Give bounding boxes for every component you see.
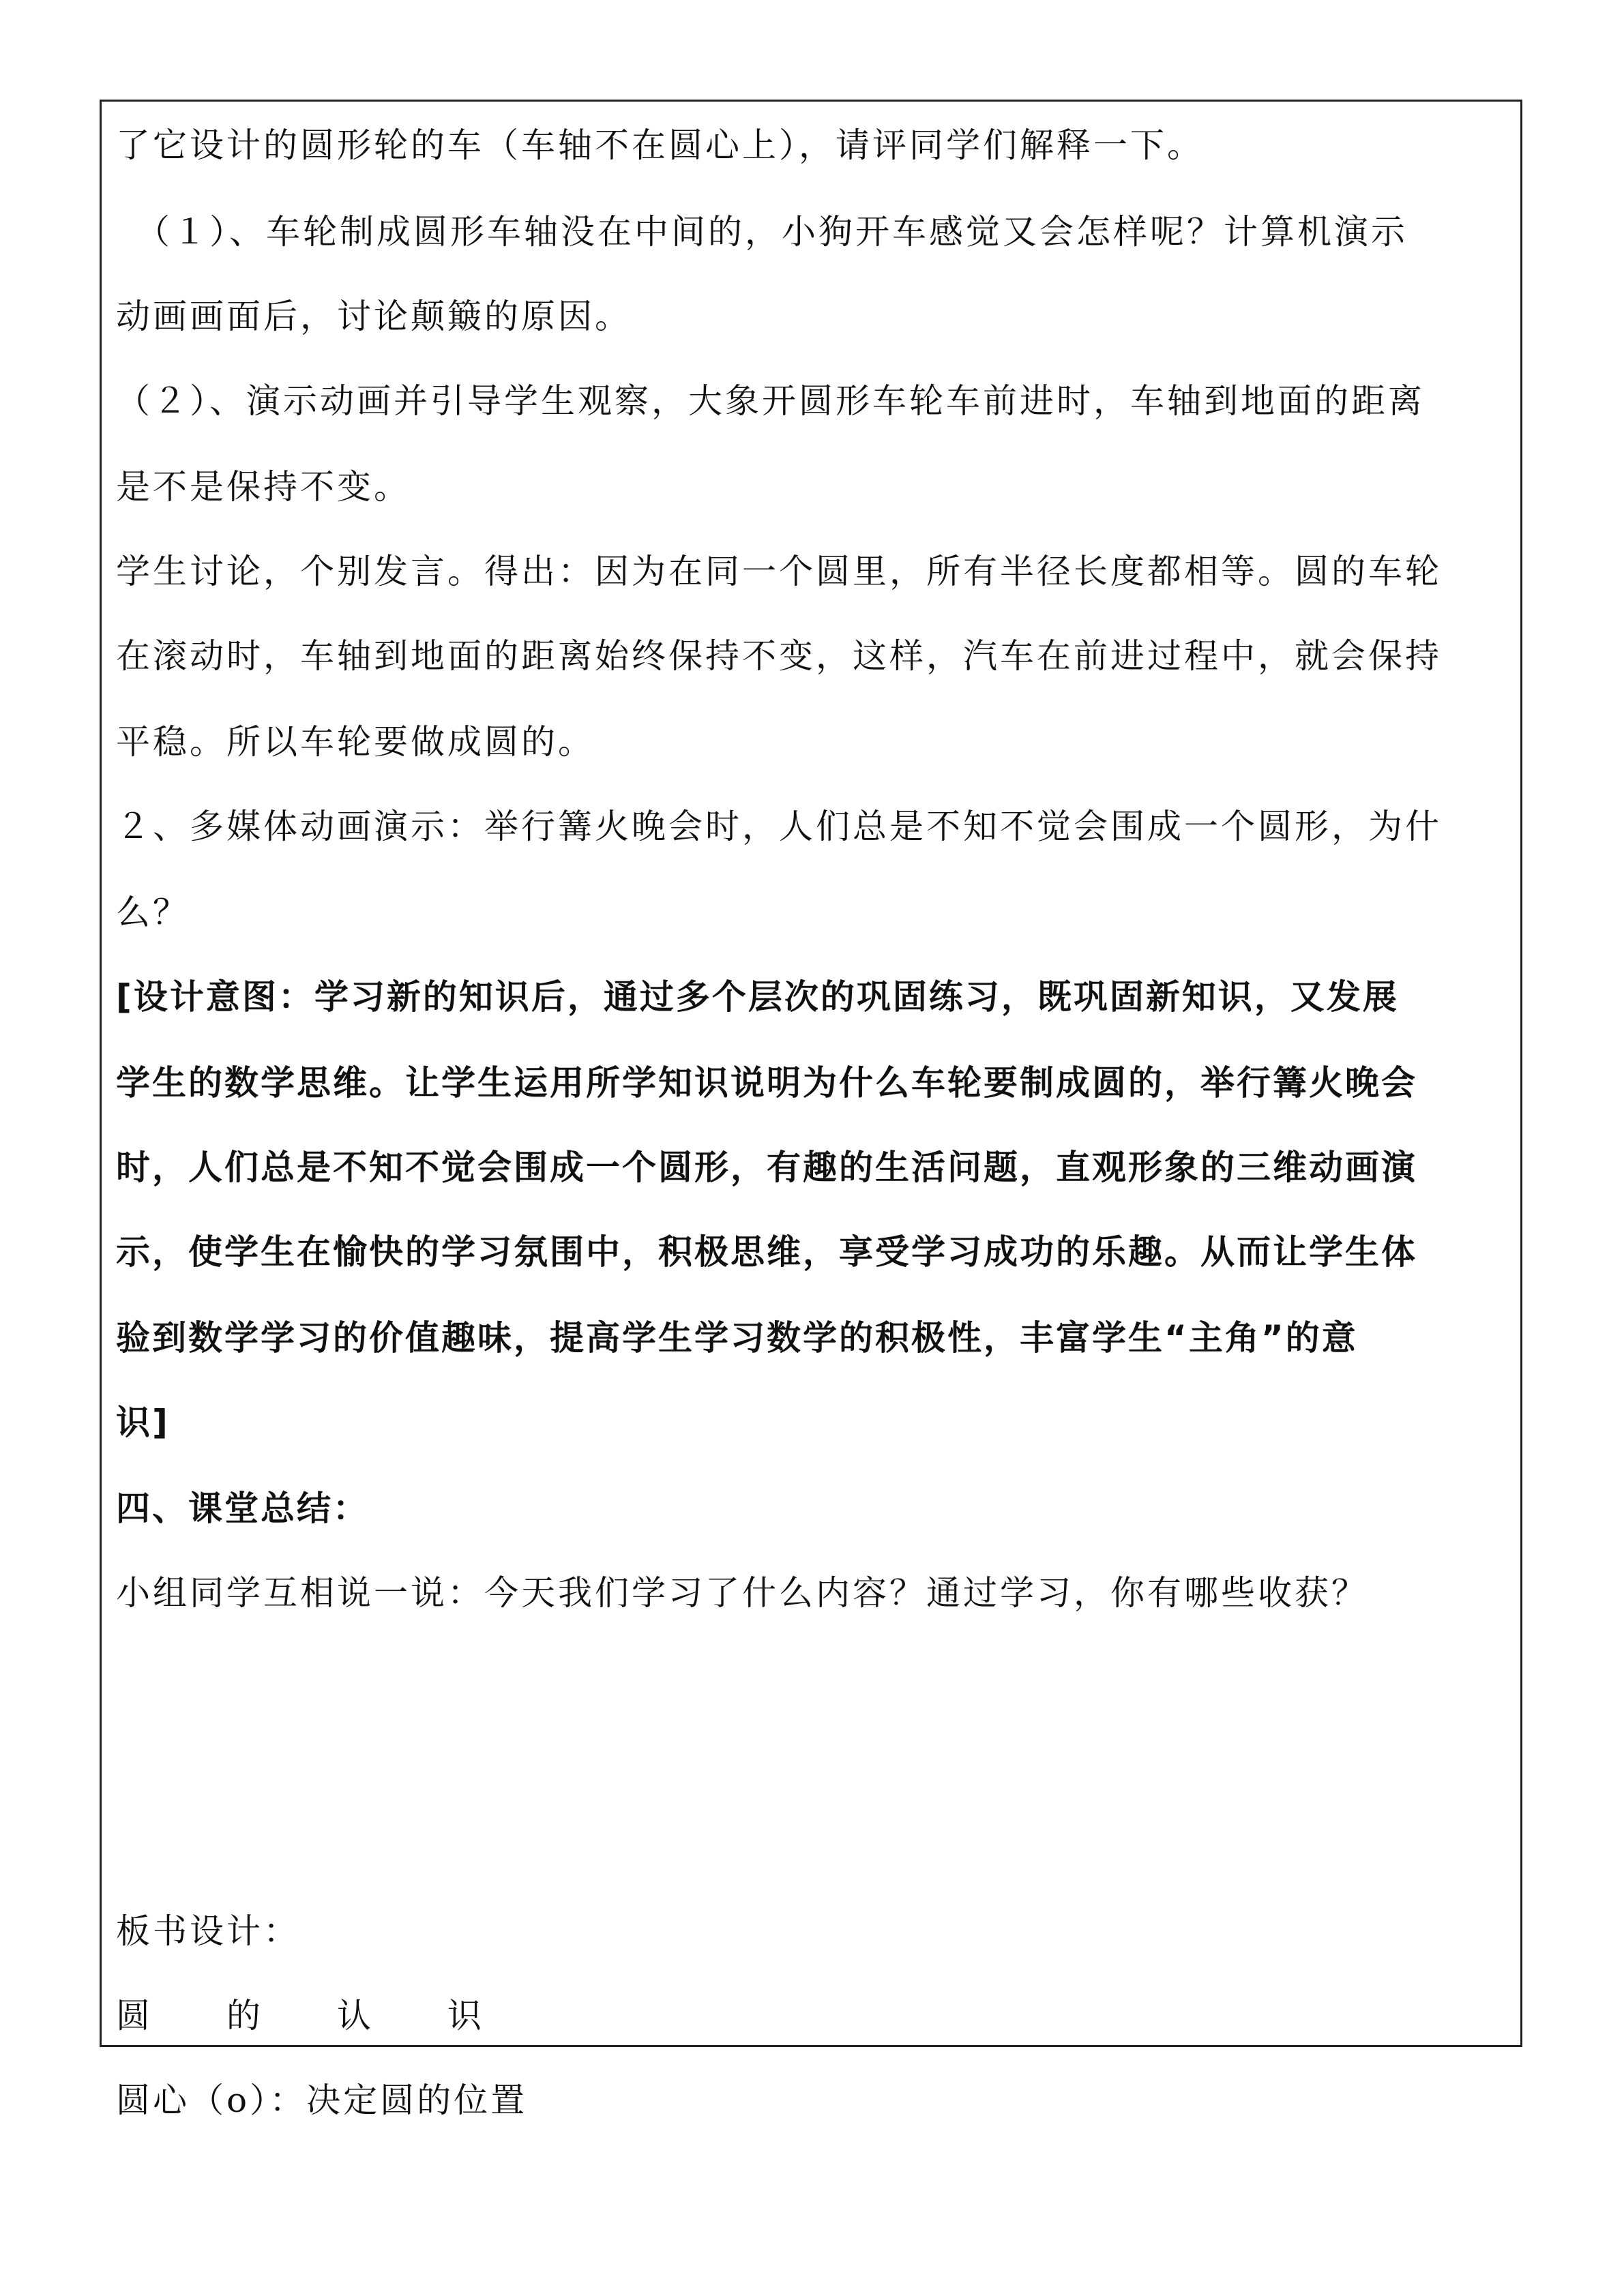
board-title: 圆 的 认 识 bbox=[116, 1996, 484, 2036]
design-intent-line-1: [设计意图：学习新的知识后，通过多个层次的巩固练习，既巩固新知识，又发展 bbox=[116, 977, 1399, 1017]
design-intent-line-4: 示，使学生在愉快的学习氛围中，积极思维，享受学习成功的乐趣。从而让学生体 bbox=[116, 1232, 1417, 1272]
text-line-3: 动画画面后，讨论颠簸的原因。 bbox=[116, 297, 632, 336]
text-line-5: 是不是保持不变。 bbox=[116, 467, 411, 507]
text-line-4: （２）、演示动画并引导学生观察，大象开圆形车轮车前进时，车轴到地面的距离 bbox=[116, 381, 1425, 421]
summary-text: 小组同学互相说一说：今天我们学习了什么内容？通过学习，你有哪些收获？ bbox=[116, 1573, 1368, 1613]
board-line-center: 圆心（o）：决定圆的位置 bbox=[116, 2081, 528, 2120]
design-intent-line-2: 学生的数学思维。让学生运用所学知识说明为什么车轮要制成圆的，举行篝火晚会 bbox=[116, 1063, 1417, 1103]
design-intent-line-3: 时，人们总是不知不觉会围成一个圆形，有趣的生活问题，直观形象的三维动画演 bbox=[116, 1148, 1417, 1187]
board-design-label: 板书设计： bbox=[116, 1911, 300, 1951]
text-line-2: （１）、车轮制成圆形车轴没在中间的，小狗开车感觉又会怎样呢？计算机演示 bbox=[116, 212, 1408, 252]
design-intent-line-6: 识] bbox=[116, 1403, 170, 1442]
text-line-6: 学生讨论，个别发言。得出：因为在同一个圆里，所有半径长度都相等。圆的车轮 bbox=[116, 552, 1442, 591]
text-line-10: 么？ bbox=[116, 893, 190, 932]
text-line-7: 在滚动时，车轴到地面的距离始终保持不变，这样，汽车在前进过程中，就会保持 bbox=[116, 636, 1442, 676]
section-heading-summary: 四、课堂总结： bbox=[116, 1489, 369, 1528]
text-line-9: ２、多媒体动画演示：举行篝火晚会时，人们总是不知不觉会围成一个圆形，为什 bbox=[116, 807, 1442, 846]
text-line-8: 平稳。所以车轮要做成圆的。 bbox=[116, 722, 595, 762]
text-line-1: 了它设计的圆形轮的车（车轴不在圆心上），请评同学们解释一下。 bbox=[116, 125, 1204, 165]
design-intent-line-5: 验到数学学习的价值趣味，提高学生学习数学的积极性，丰富学生“主角”的意 bbox=[116, 1318, 1358, 1358]
